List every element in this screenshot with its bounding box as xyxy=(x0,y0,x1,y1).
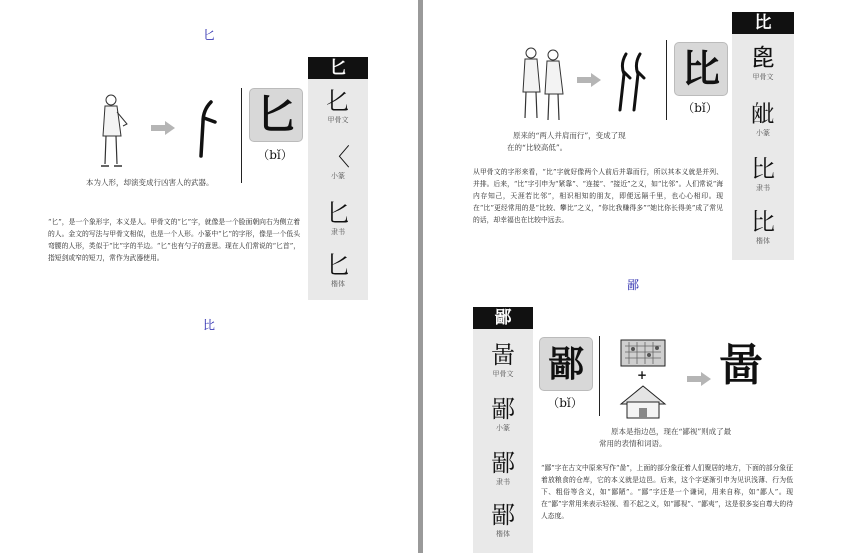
script-column-head: 比 xyxy=(732,12,794,34)
illustration-caption: 原来的“两人并肩而行”，变成了现 在的“比较高低”。 xyxy=(507,131,626,152)
script-regular: 匕 楷体 xyxy=(326,251,350,288)
divider xyxy=(666,40,667,120)
script-evolution-column xyxy=(473,307,533,553)
big-character: 比 xyxy=(674,42,728,96)
arrow-icon xyxy=(577,73,601,87)
script-oracle: 𠤎 甲骨文 xyxy=(326,87,350,124)
divider xyxy=(241,88,242,183)
pinyin: （bǐ） xyxy=(547,396,583,410)
two-people-illustration xyxy=(513,44,575,124)
oracle-bone-bi-glyph xyxy=(195,100,219,160)
left-page xyxy=(0,0,418,553)
illustration-caption: 本为人形，却演变成行凶害人的武器。 xyxy=(86,178,214,187)
body-paragraph: “匕”，是一个象形字，本义是人。甲骨文的“匕”字，就像是一个脸面朝向右为侧立着的人。金文的写法与甲骨文相似，也是一个人形。小篆中“匕”的字形，像是一个低头弯腰的人形，类似于“比”字的半边。“匕”也有勺子的意思。现在人们常说的“匕首”，指短剑或窄的短刀，常作为武器使用。 xyxy=(48,218,300,262)
script-seal: 鄙 小篆 xyxy=(491,395,515,432)
illustration-caption: 原本是指边邑，现在“鄙视”则成了最 常用的表情和词语。 xyxy=(599,427,732,448)
standing-man-illustration xyxy=(95,92,131,170)
ancient-form-glyph: 啚 xyxy=(719,340,763,391)
plus-sign: + xyxy=(637,368,648,382)
script-evolution-column xyxy=(732,12,794,260)
script-column-head: 匕 xyxy=(308,57,368,79)
pinyin: （bǐ） xyxy=(682,101,718,115)
entry-title-bi-dagger: 匕 xyxy=(203,28,216,42)
script-oracle: 啚 甲骨文 xyxy=(491,341,515,378)
right-page xyxy=(423,0,843,553)
arrow-icon xyxy=(687,372,711,386)
divider xyxy=(599,336,600,416)
big-character: 匕 xyxy=(249,88,303,142)
script-clerical: 比 隶书 xyxy=(751,155,775,192)
big-character: 鄙 xyxy=(539,337,593,391)
script-seal: 𣬈 小篆 xyxy=(751,100,775,137)
body-paragraph: “鄙”字在古文中原来写作“啚”，上面的部分象征着人们聚居的地方，下面的部分象征着放粮食的仓库，它的本义就是边邑。后来，这个字逐渐引申为见识浅薄、行为低下、粗俗等含义，如“鄙陋”。“鄙”字还是一个谦词，用来自称，如“鄙人”。现在“鄙”字常用来表示轻视、看不起之义，如“鄙视”、“鄙夷”，这是很多妄自尊大的待人态度。 xyxy=(541,464,793,520)
script-regular: 比 楷体 xyxy=(751,208,775,245)
script-clerical: 匕 隶书 xyxy=(326,199,350,236)
entry-title-bi-border: 鄙 xyxy=(627,278,640,292)
script-evolution-column xyxy=(308,57,368,300)
script-oracle: 𣬉 甲骨文 xyxy=(751,44,775,81)
oracle-bone-bi-compare-glyph xyxy=(616,52,650,114)
script-clerical: 鄙 隶书 xyxy=(491,449,515,486)
script-regular: 鄙 楷体 xyxy=(491,501,515,538)
script-column-head: 鄙 xyxy=(473,307,533,329)
script-seal: 〈 小篆 xyxy=(326,143,350,180)
entry-title-bi-compare: 比 xyxy=(203,318,216,332)
body-paragraph: 从甲骨文的字形来看，“比”字就好像两个人前后并靠而行，所以其本义就是并列、并排。后来，“比”字引申为“紧靠”、“连接”、“接近”之义，如“比邻”。人们常说“海内存知己，天涯若比邻”，相识相知的朋友，即便远隔千里，也心心相印。现在“比”更经常用的是“比较、攀比”之义，“你比我赚得多”“她比你长得美”成了常见的话，却幸福也在比较中远去。 xyxy=(473,168,723,224)
pinyin: （bǐ） xyxy=(257,148,293,162)
arrow-icon xyxy=(151,121,175,135)
